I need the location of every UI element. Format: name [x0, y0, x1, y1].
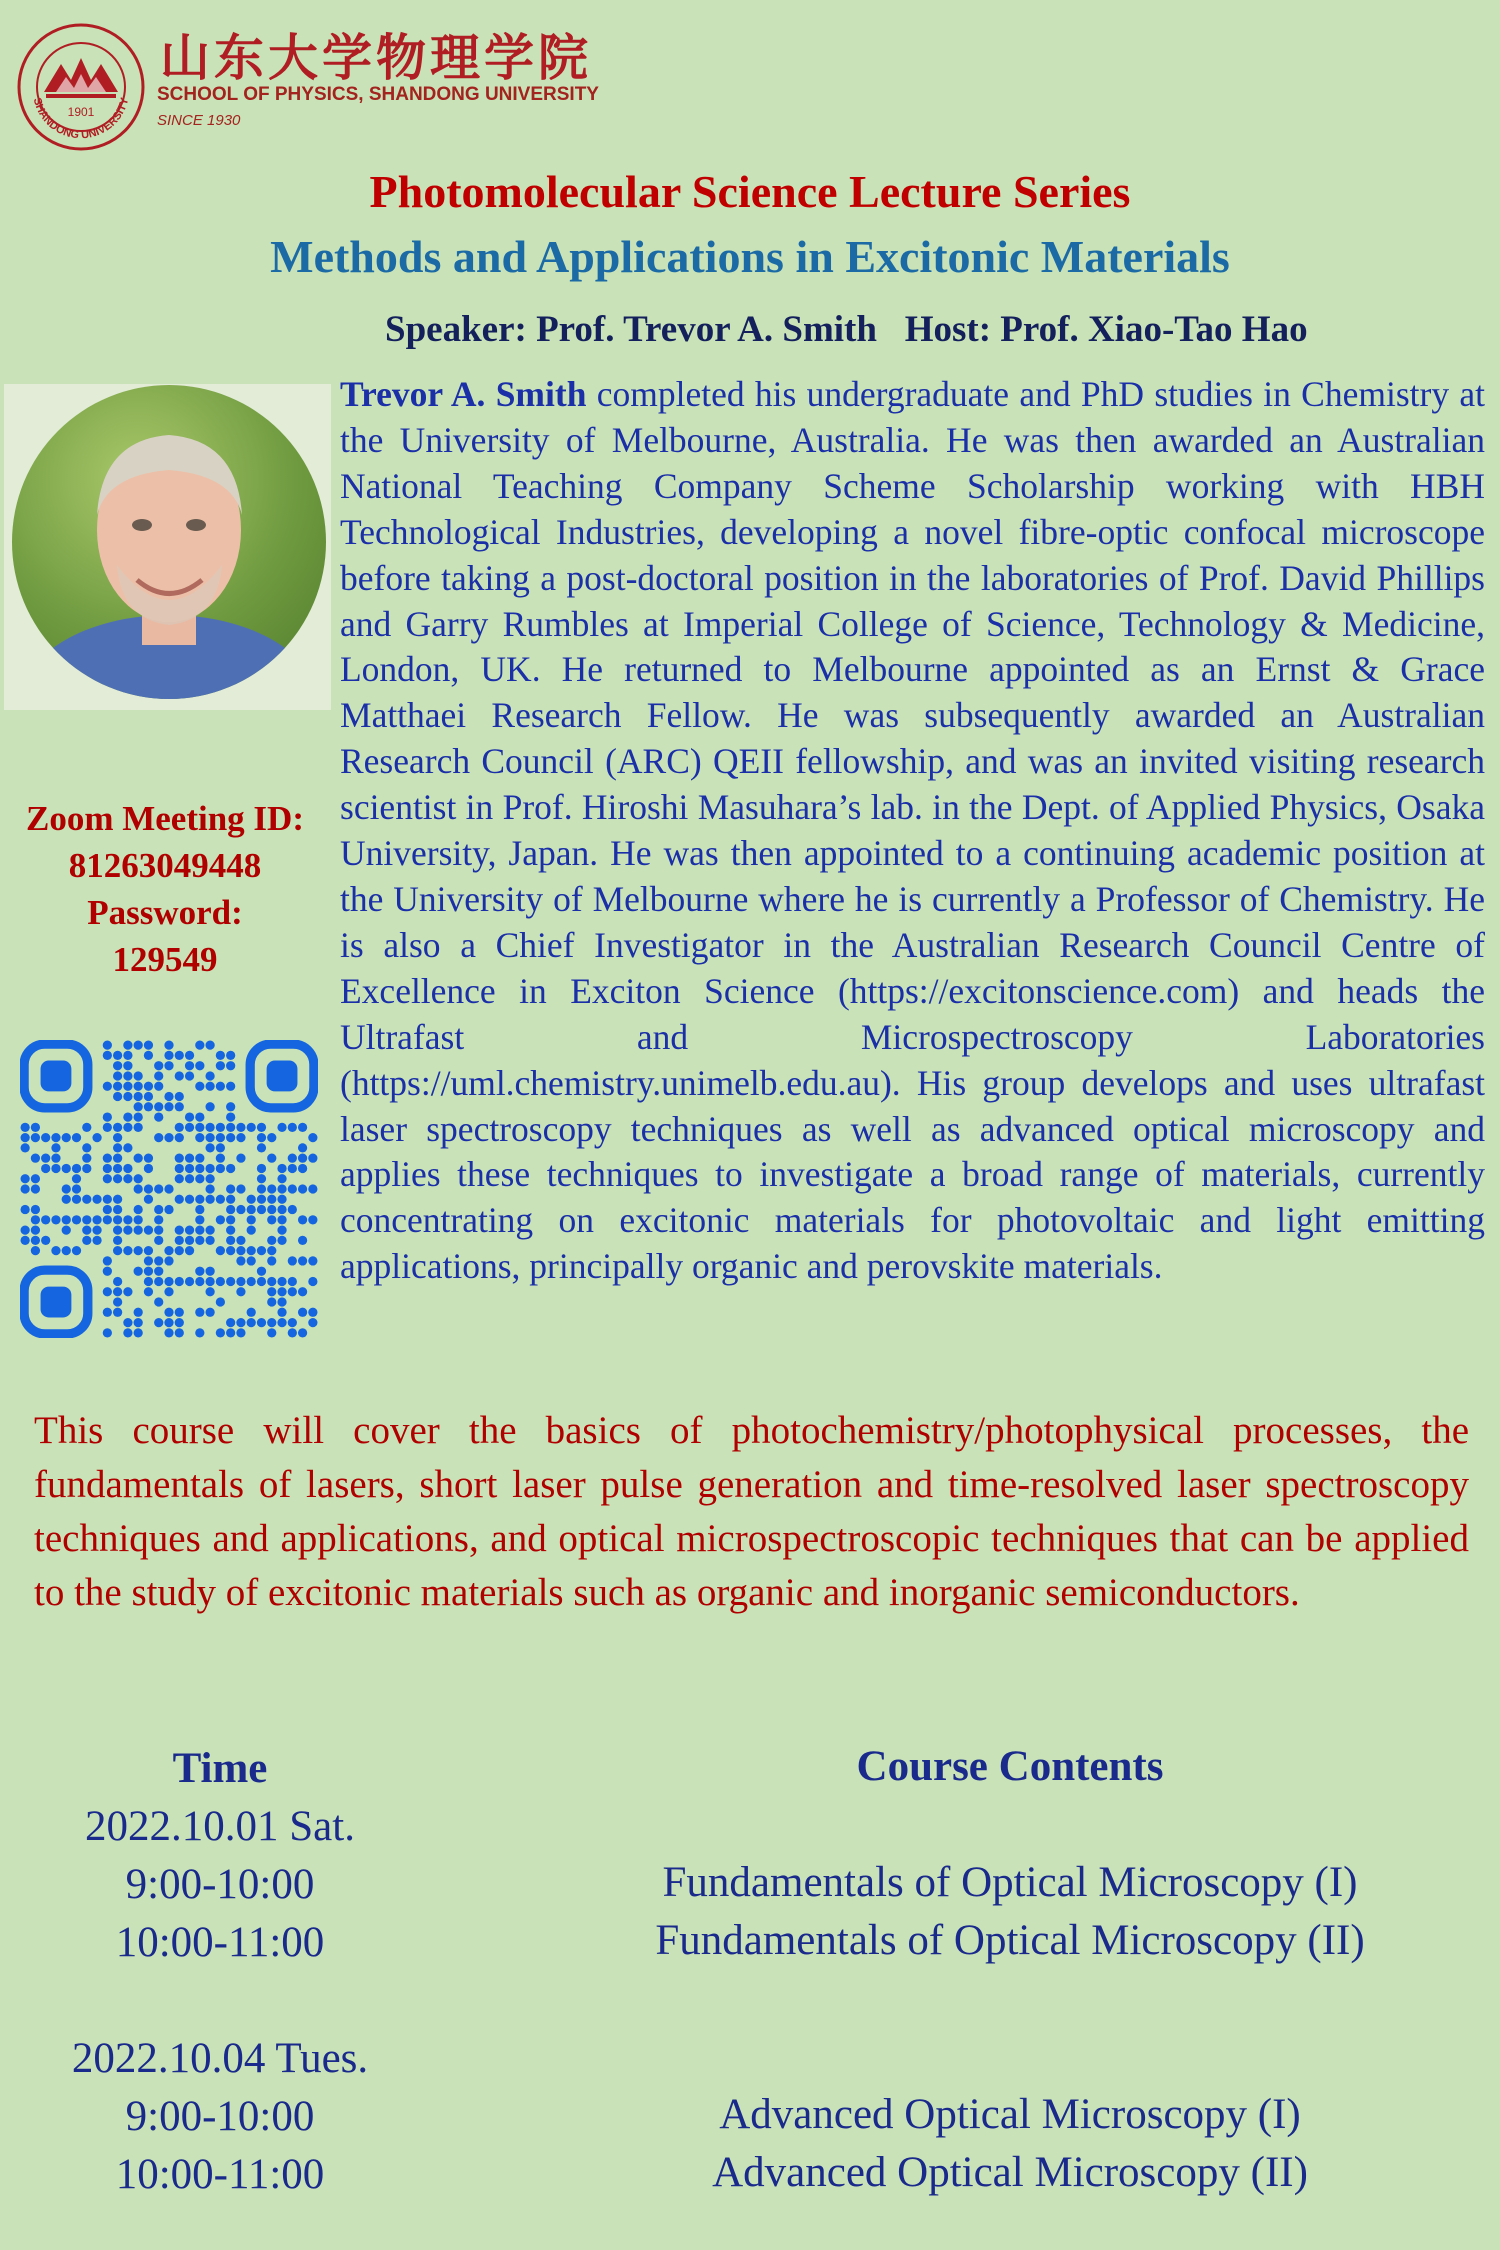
day-date: 2022.10.01 Sat. — [85, 1803, 355, 1850]
seal-year: 1901 — [67, 105, 95, 119]
zoom-id-value: 81263049448 — [68, 846, 262, 885]
session-time: 9:00-10:00 — [125, 1861, 315, 1908]
lecture-topic-title: Methods and Applications in Excitonic Materials — [270, 231, 1230, 282]
school-name-chinese: 山东大学物理学院 — [160, 28, 592, 87]
seal-text: SHANDONG UNIVERSITY — [30, 96, 132, 142]
session-content: Fundamentals of Optical Microscopy (I) — [662, 1859, 1358, 1906]
since-year: SINCE 1930 — [157, 112, 241, 129]
school-name-english: SCHOOL OF PHYSICS, SHANDONG UNIVERSITY — [157, 84, 599, 105]
time-header: Time — [172, 1745, 268, 1792]
course-description: This course will cover the basics of photochemistry/photophysical processes, the fundamentals of lasers, short laser pulse generation and time-resolved laser spectroscopy techniques and applications, and optical microspectroscopic techniques that can be applied to the study of excitonic materials such as organic and inorganic semiconductors. — [34, 1409, 1469, 1614]
zoom-password-value: 129549 — [112, 940, 218, 979]
speaker-photo — [12, 385, 326, 699]
zoom-id-label: Zoom Meeting ID: — [25, 799, 304, 838]
speaker-name: Trevor A. Smith — [340, 374, 587, 414]
lecture-series-title: Photomolecular Science Lecture Series — [369, 166, 1131, 217]
session-content: Advanced Optical Microscopy (I) — [719, 2091, 1301, 2138]
course-contents-column — [560, 1738, 1460, 2202]
session-content: Fundamentals of Optical Microscopy (II) — [655, 1917, 1365, 1964]
biography-text: completed his undergraduate and PhD studies in Chemistry at the University of Melbourne, Australia. He was then awarded an Australian National Teaching Company Scheme Scholarship working with HBH Technological Industries, developing a novel fibre-optic confocal microscope before taking a post-doctoral position in the laboratories of Prof. David Phillips and Garry Rumbles at Imperial College of Science, Technology & Medicine, London, UK. He returned to Melbourne appointed as an Ernst & Grace Matthaei Research Fellow. He was subsequently awarded an Australian Research Council (ARC) QEII fellowship, and was an invited visiting research scientist in Prof. Hiroshi Masuhara’s lab. in the Dept. of Applied Physics, Osaka University, Japan. He was then appointed to a continuing academic position at the University of Melbourne where he is currently a Professor of Chemistry. He is also a Chief Investigator in the Australian Research Council Centre of Excellence in Exciton Science (https://excitonscience.com) and heads the Ultrafast and Microspectroscopy Laboratories (https://uml.chemistry.unimelb.edu.au). His group develops and uses ultrafast laser spectroscopy techniques as well as advanced optical microscopy and applies these techniques to investigate a broad range of materials, currently concentrating on excitonic materials for photovoltaic and light emitting applications, principally organic and perovskite materials. — [340, 374, 1485, 1287]
session-time: 10:00-11:00 — [115, 1919, 325, 1966]
speaker-biography — [340, 372, 1485, 1290]
day-date: 2022.10.04 Tues. — [71, 2035, 369, 2082]
session-content: Advanced Optical Microscopy (II) — [712, 2149, 1308, 2196]
university-seal-logo — [16, 22, 146, 152]
course-contents-header: Course Contents — [856, 1743, 1164, 1790]
time-column — [30, 1740, 410, 2204]
zoom-password-label: Password: — [87, 893, 243, 932]
speaker-host-line: Speaker: Prof. Trevor A. Smith Host: Prof. Xiao-Tao Hao — [385, 309, 1308, 350]
session-time: 9:00-10:00 — [125, 2093, 315, 2140]
qr-code — [20, 1040, 318, 1338]
session-time: 10:00-11:00 — [115, 2151, 325, 2198]
zoom-meeting-info — [0, 795, 330, 983]
